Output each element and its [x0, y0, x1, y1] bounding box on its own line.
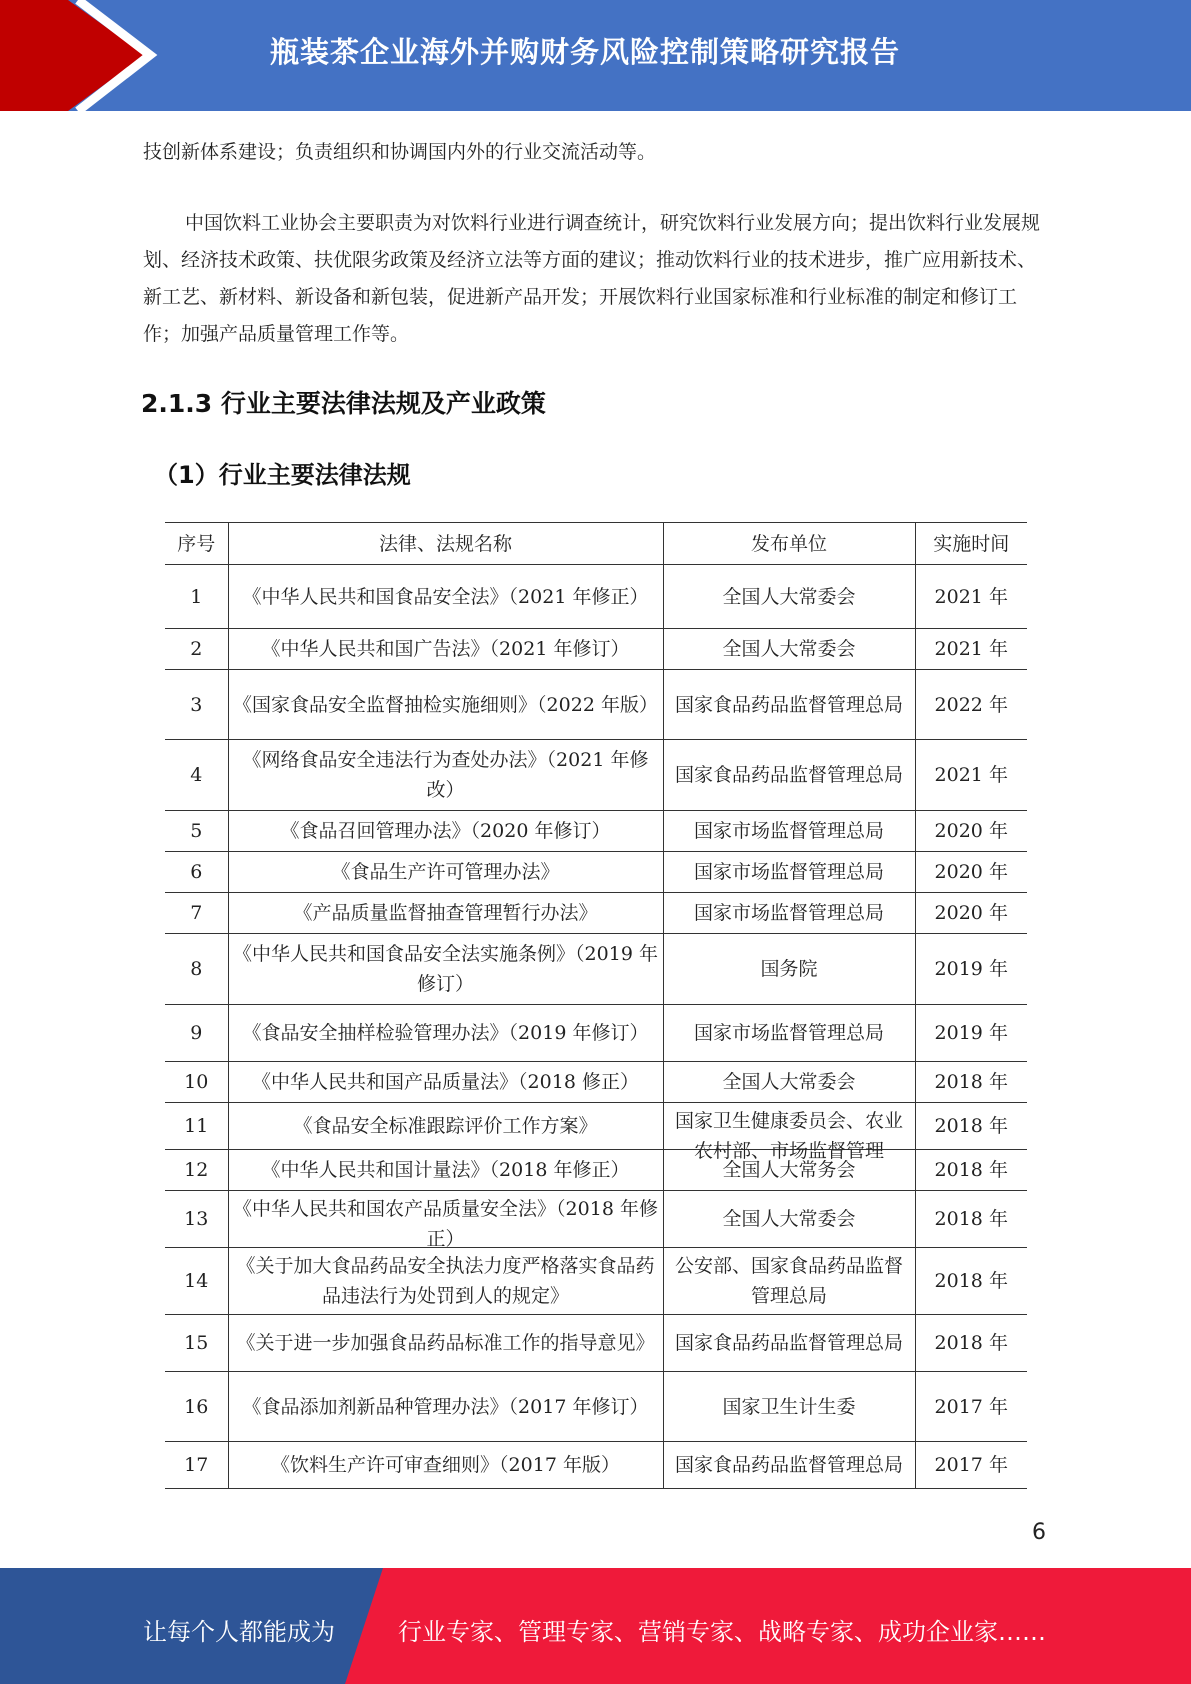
cell-issuer	[663, 811, 915, 852]
cell-text: 2021 年	[934, 638, 1008, 660]
cell-law-name	[228, 852, 663, 893]
cell-text: 2021 年	[934, 585, 1008, 608]
cell-text: 国家食品药品监督管理总局	[674, 1454, 903, 1476]
cell-text: 《食品生产许可管理办法》	[331, 861, 560, 883]
cell-effective-date	[915, 1103, 1027, 1150]
cell-text: 2018 年	[934, 1159, 1008, 1181]
table-row	[165, 1315, 1027, 1372]
cell-index	[165, 670, 228, 740]
footer-slogan-right: 行业专家、管理专家、营销专家、战略专家、成功企业家……	[398, 1618, 1046, 1646]
cell-text: 2018 年	[934, 1270, 1008, 1292]
laws-table-container	[165, 522, 1027, 1485]
cell-text: 2020 年	[934, 861, 1008, 883]
cell-law-name	[228, 1150, 663, 1191]
table-row	[165, 1005, 1027, 1062]
cell-index	[165, 852, 228, 893]
cell-text: 2021 年	[934, 764, 1008, 786]
cell-index	[165, 1062, 228, 1103]
cell-text: 《食品召回管理办法》（2020 年修订）	[280, 820, 611, 842]
cell-effective-date	[915, 852, 1027, 893]
cell-issuer	[663, 629, 915, 670]
cell-index	[165, 934, 228, 1005]
cell-text: 国家卫生健康委员会、农业农村部、市场监督管理	[674, 1109, 903, 1162]
cell-text: 《中华人民共和国食品安全法实施条例》（2019 年修订）	[233, 943, 658, 995]
paragraph-association-duties: 中国饮料工业协会主要职责为对饮料行业进行调查统计，研究饮料行业发展方向；提出饮料行业发展规划、经济技术政策、扶优限劣政策及经济立法等方面的建议；推动饮料行业的技术进步，推广应用新技术、新工艺、新材料、新设备和新包装，促进新产品开发；开展饮料行业国家标准和行业标准的制定和修订工作；加强产品质量管理工作等。	[143, 212, 1041, 345]
cell-text: 16	[184, 1395, 209, 1418]
cell-effective-date	[915, 1150, 1027, 1191]
table-row	[165, 1372, 1027, 1442]
cell-index	[165, 629, 228, 670]
cell-law-name	[228, 893, 663, 934]
cell-text: 全国人大常务会	[722, 1159, 856, 1181]
cell-text: 国家卫生计生委	[722, 1395, 856, 1418]
cell-issuer	[663, 1315, 915, 1372]
cell-text: 全国人大常委会	[722, 638, 856, 660]
report-title: 瓶装茶企业海外并购财务风险控制策略研究报告	[270, 35, 901, 69]
cell-text: 《中华人民共和国食品安全法》（2021 年修正）	[242, 585, 649, 608]
cell-index	[165, 811, 228, 852]
cell-text: 4	[190, 764, 203, 786]
cell-index	[165, 1150, 228, 1191]
cell-law-name	[228, 565, 663, 629]
cell-issuer	[663, 1005, 915, 1062]
cell-effective-date	[915, 740, 1027, 811]
cell-text: 《中华人民共和国广告法》（2021 年修订）	[261, 638, 630, 660]
table-row	[165, 1248, 1027, 1315]
cell-law-name	[228, 629, 663, 670]
cell-issuer	[663, 1191, 915, 1248]
cell-text: 国家食品药品监督管理总局	[674, 693, 903, 716]
cell-text: 2018 年	[934, 1208, 1008, 1230]
cell-index	[165, 1005, 228, 1062]
cell-text: 全国人大常委会	[722, 585, 856, 608]
table-row	[165, 1442, 1027, 1489]
cell-index	[165, 893, 228, 934]
cell-text: 国家市场监督管理总局	[693, 820, 884, 842]
cell-text: 国家市场监督管理总局	[693, 861, 884, 883]
cell-issuer	[663, 934, 915, 1005]
cell-text: 2020 年	[934, 902, 1008, 924]
cell-text: 《关于进一步加强食品药品标准工作的指导意见》	[236, 1332, 655, 1354]
cell-issuer	[663, 1103, 915, 1162]
table-header-row	[165, 523, 1027, 565]
table-row	[165, 811, 1027, 852]
cell-issuer	[663, 893, 915, 934]
cell-text: 2022 年	[934, 693, 1008, 716]
table-row	[165, 1150, 1027, 1191]
cell-text: 国务院	[760, 958, 818, 980]
cell-issuer	[663, 1442, 915, 1489]
cell-text: 9	[190, 1022, 203, 1044]
cell-text: 8	[190, 958, 203, 980]
cell-effective-date	[915, 1062, 1027, 1103]
cell-text: 《食品安全标准跟踪评价工作方案》	[293, 1115, 598, 1137]
cell-text: 《网络食品安全违法行为查处办法》（2021 年修改）	[242, 749, 649, 801]
cell-text: 2019 年	[934, 958, 1008, 980]
table-row	[165, 1103, 1027, 1150]
cell-law-name	[228, 670, 663, 740]
cell-effective-date	[915, 1442, 1027, 1489]
table-row	[165, 1062, 1027, 1103]
cell-effective-date	[915, 1191, 1027, 1248]
cell-law-name	[228, 1248, 663, 1315]
cell-issuer	[663, 1372, 915, 1442]
table-row	[165, 1191, 1027, 1248]
header-red-chevron	[0, 0, 145, 111]
laws-table	[165, 522, 1027, 1489]
cell-index	[165, 740, 228, 811]
cell-text: 11	[184, 1115, 209, 1137]
cell-law-name	[228, 1315, 663, 1372]
cell-text: 7	[190, 902, 203, 924]
cell-text: 2017 年	[934, 1454, 1008, 1476]
cell-text: 10	[184, 1071, 209, 1093]
cell-law-name	[228, 811, 663, 852]
cell-issuer	[663, 1062, 915, 1103]
cell-text: 国家食品药品监督管理总局	[674, 764, 903, 786]
cell-text: 《国家食品安全监督抽检实施细则》（2022 年版）	[233, 693, 658, 716]
cell-index	[165, 1372, 228, 1442]
cell-effective-date	[915, 1248, 1027, 1315]
cell-index	[165, 565, 228, 629]
cell-text: 3	[190, 693, 203, 716]
cell-text: 12	[184, 1159, 209, 1181]
table-row	[165, 852, 1027, 893]
table-row	[165, 934, 1027, 1005]
cell-issuer	[663, 740, 915, 811]
cell-text: 公安部、国家食品药品监督管理总局	[674, 1255, 903, 1307]
cell-law-name	[228, 1372, 663, 1442]
cell-text: 2018 年	[934, 1332, 1008, 1354]
cell-text: 《食品安全抽样检验管理办法》（2019 年修订）	[242, 1022, 649, 1044]
cell-law-name	[228, 934, 663, 1005]
cell-text: 《产品质量监督抽查管理暂行办法》	[293, 902, 598, 924]
cell-text: 《关于加大食品药品安全执法力度严格落实食品药品违法行为处罚到人的规定》	[236, 1255, 655, 1307]
cell-effective-date	[915, 1315, 1027, 1372]
cell-text: 2020 年	[934, 820, 1008, 842]
report-header	[0, 0, 1191, 111]
cell-text: 《中华人民共和国产品质量法》（2018 修正）	[252, 1071, 639, 1093]
cell-law-name	[228, 1062, 663, 1103]
cell-text: 《中华人民共和国计量法》（2018 年修正）	[261, 1159, 630, 1181]
cell-effective-date	[915, 565, 1027, 629]
cell-law-name	[228, 1191, 663, 1248]
section-heading: 2.1.3 行业主要法律法规及产业政策	[141, 389, 546, 418]
cell-text: 全国人大常委会	[722, 1071, 856, 1093]
table-row	[165, 629, 1027, 670]
cell-index	[165, 1103, 228, 1150]
header-issuer: 发布单位	[663, 523, 915, 565]
cell-effective-date	[915, 893, 1027, 934]
cell-text: 1	[190, 585, 203, 608]
header-effective-date: 实施时间	[915, 523, 1027, 565]
cell-text: 5	[190, 820, 203, 842]
page-number: 6	[1032, 1520, 1046, 1545]
cell-text: 2018 年	[934, 1115, 1008, 1137]
cell-issuer	[663, 1248, 915, 1315]
cell-issuer	[663, 565, 915, 629]
footer-banner	[0, 1568, 1191, 1684]
cell-effective-date	[915, 934, 1027, 1005]
sub-heading: （1）行业主要法律法规	[154, 461, 411, 489]
cell-text: 6	[190, 861, 203, 883]
cell-text: 《饮料生产许可审查细则》（2017 年版）	[271, 1454, 620, 1476]
cell-index	[165, 1442, 228, 1489]
cell-text: 《食品添加剂新品种管理办法》（2017 年修订）	[242, 1395, 649, 1418]
cell-index	[165, 1191, 228, 1248]
footer-slogan-left: 让每个人都能成为	[143, 1618, 335, 1646]
cell-text: 国家食品药品监督管理总局	[674, 1332, 903, 1354]
cell-text: 全国人大常委会	[722, 1208, 856, 1230]
header-index: 序号	[165, 523, 228, 565]
cell-text: 17	[184, 1454, 209, 1476]
cell-text: 2017 年	[934, 1395, 1008, 1418]
cell-text: 国家市场监督管理总局	[693, 1022, 884, 1044]
cell-text: 2019 年	[934, 1022, 1008, 1044]
cell-law-name	[228, 1005, 663, 1062]
cell-effective-date	[915, 629, 1027, 670]
cell-law-name	[228, 740, 663, 811]
cell-issuer	[663, 670, 915, 740]
cell-text: 13	[184, 1208, 209, 1230]
cell-text: 14	[184, 1270, 209, 1292]
table-row	[165, 740, 1027, 811]
cell-index	[165, 1248, 228, 1315]
table-row	[165, 893, 1027, 934]
header-law-name: 法律、法规名称	[228, 523, 663, 565]
cell-law-name	[228, 1103, 663, 1150]
cell-index	[165, 1315, 228, 1372]
cell-effective-date	[915, 1372, 1027, 1442]
cell-text: 《中华人民共和国农产品质量安全法》（2018 年修正）	[233, 1197, 658, 1250]
cell-text: 2	[190, 638, 203, 660]
table-row	[165, 670, 1027, 740]
laws-table-body	[165, 565, 1027, 1489]
cell-effective-date	[915, 1005, 1027, 1062]
cell-effective-date	[915, 811, 1027, 852]
paragraph-continuation: 技创新体系建设；负责组织和协调国内外的行业交流活动等。	[143, 141, 657, 163]
cell-text: 2018 年	[934, 1071, 1008, 1093]
cell-text: 15	[184, 1332, 209, 1354]
table-row	[165, 565, 1027, 629]
cell-law-name	[228, 1442, 663, 1489]
cell-text: 国家市场监督管理总局	[693, 902, 884, 924]
cell-issuer	[663, 852, 915, 893]
cell-effective-date	[915, 670, 1027, 740]
